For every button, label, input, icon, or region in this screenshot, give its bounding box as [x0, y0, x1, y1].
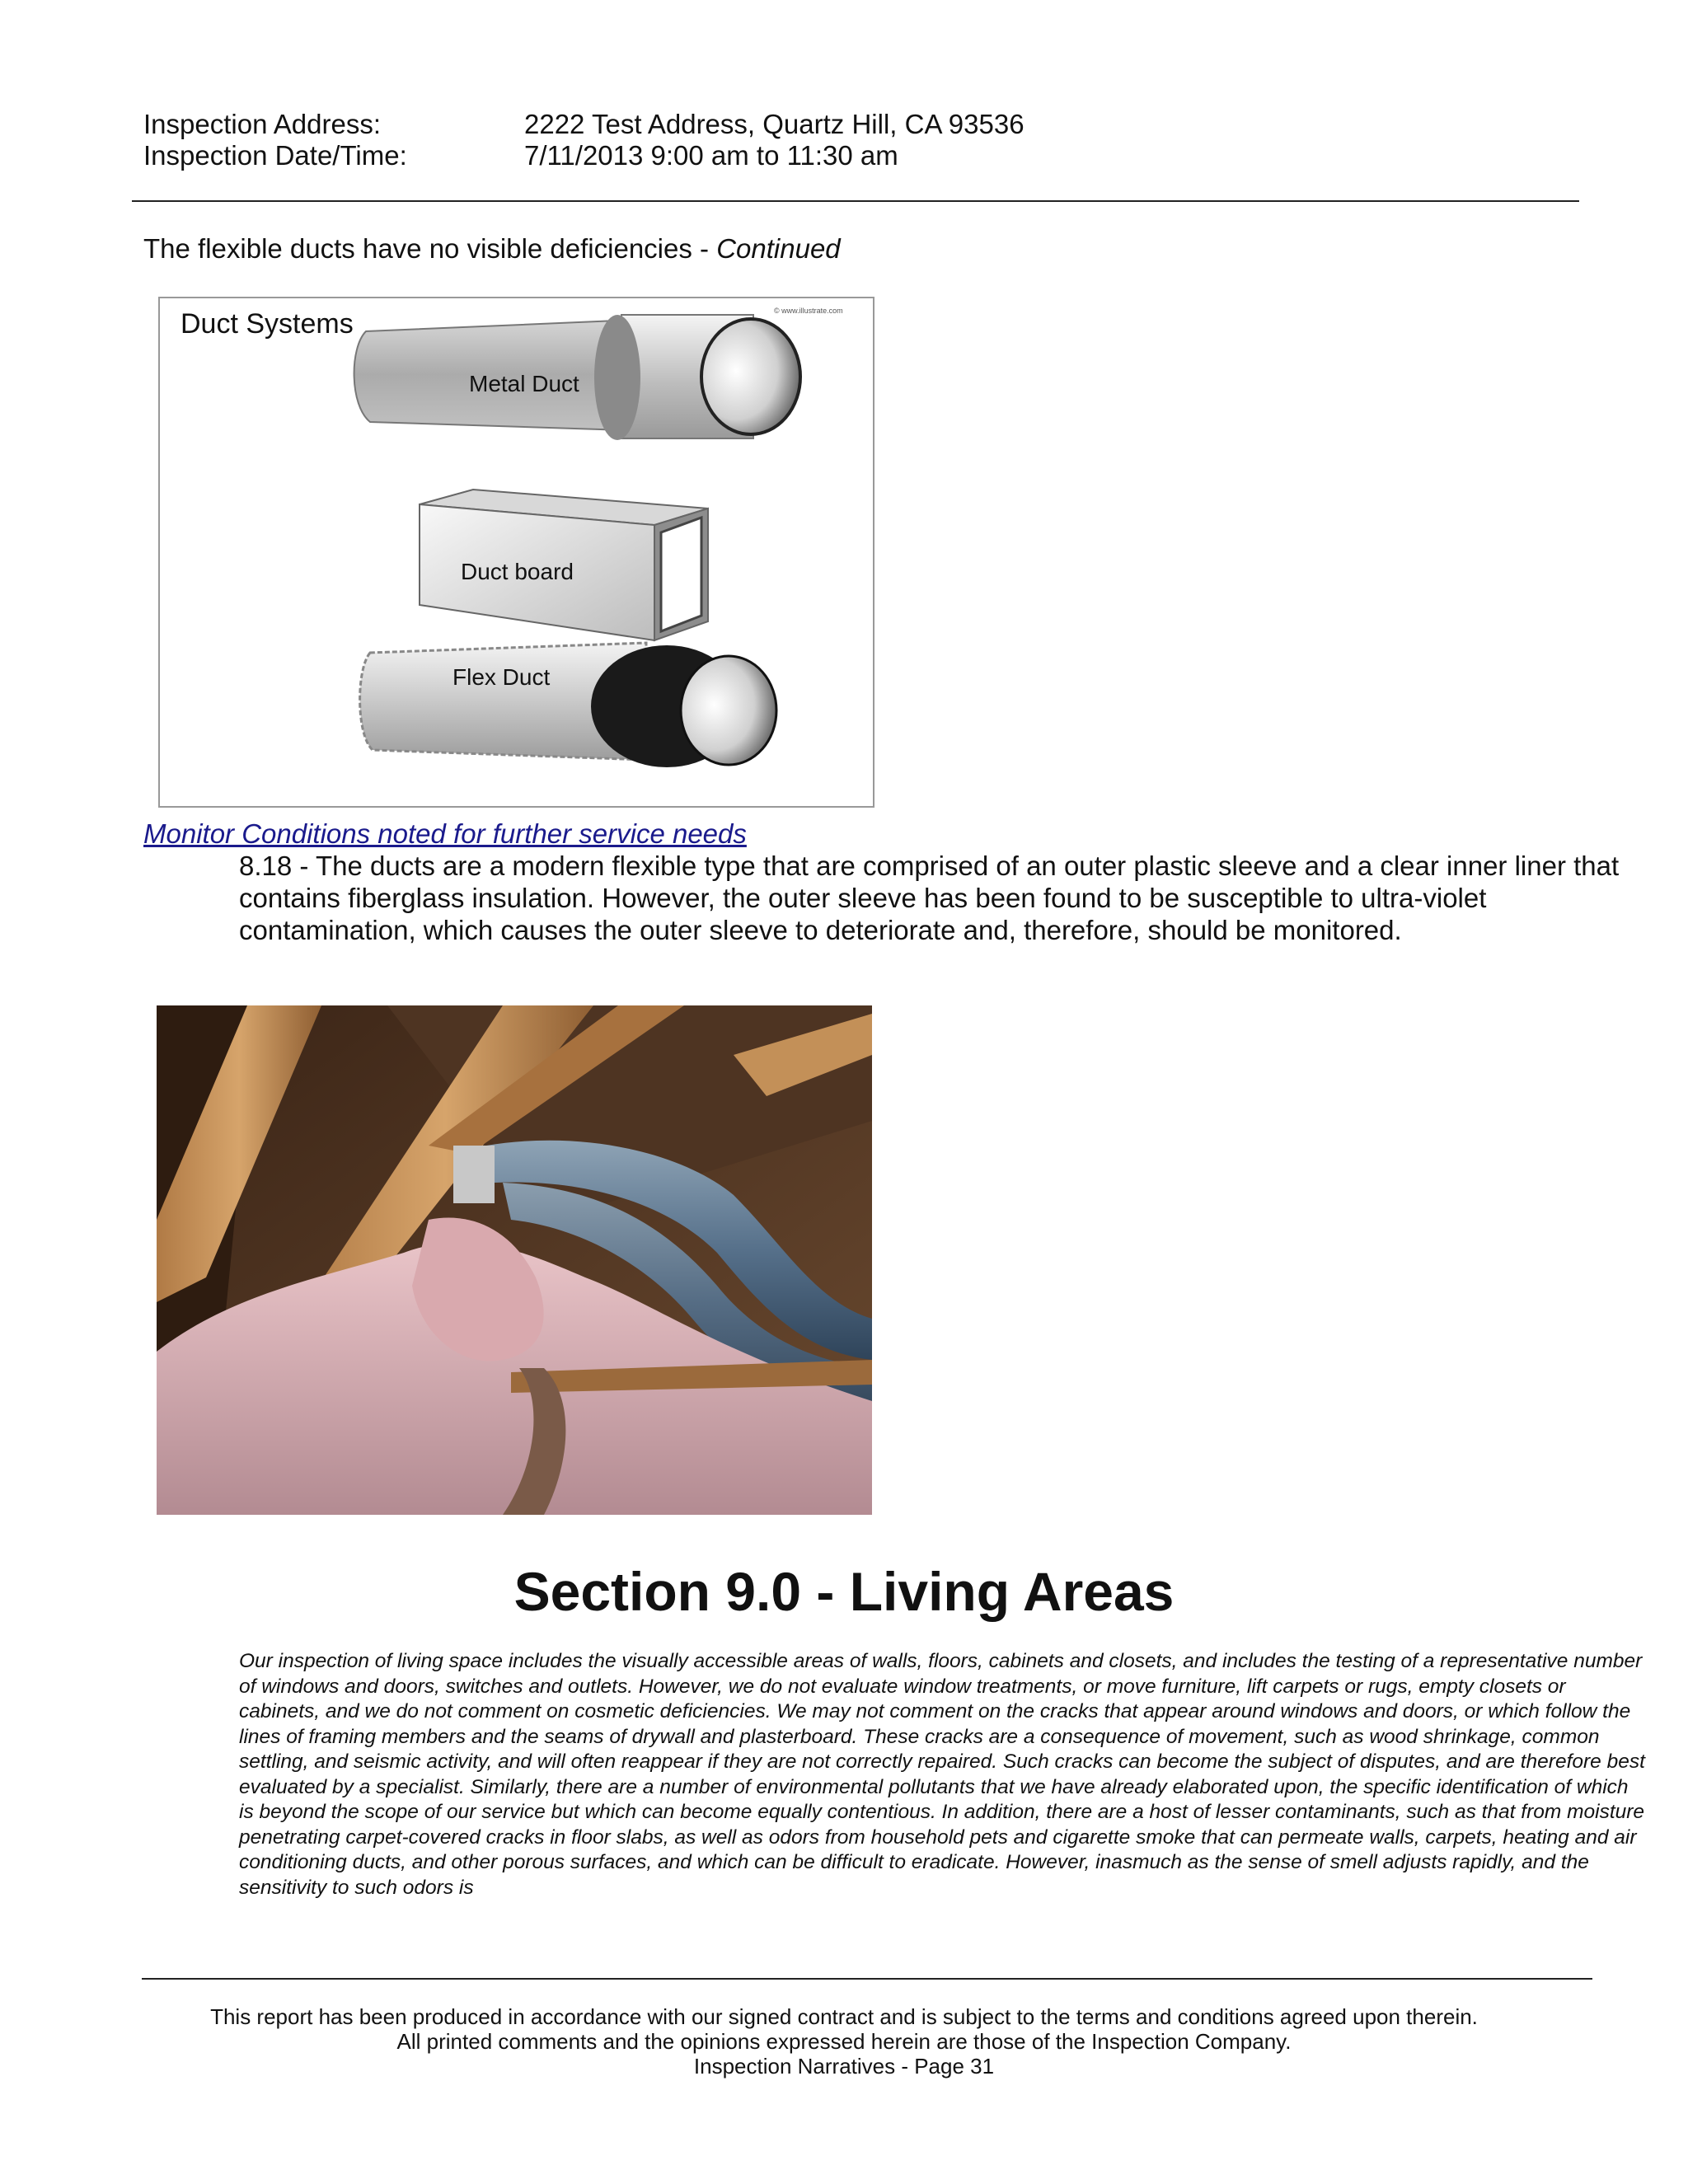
duct-diagram-title: Duct Systems — [181, 308, 354, 340]
metal-duct-label: Metal Duct — [469, 371, 579, 396]
continued-text: The flexible ducts have no visible deficiencies - — [143, 233, 717, 264]
section-title: Section 9.0 - Living Areas — [513, 1561, 1175, 1622]
attic-ducts-photo — [157, 1005, 872, 1515]
footer-line-1: This report has been produced in accordance with our signed contract and is subject to the terms and conditions agreed upon therein. — [210, 2004, 1478, 2029]
footer-line-2: All printed comments and the opinions expressed herein are those of the Inspection Company. — [396, 2029, 1292, 2054]
continued-heading — [143, 233, 841, 265]
continued-suffix: Continued — [716, 233, 841, 264]
footer — [0, 2004, 1688, 2079]
inspection-datetime-value: 7/11/2013 9:00 am to 11:30 am — [524, 140, 898, 171]
flex-duct-label: Flex Duct — [452, 664, 551, 690]
monitor-conditions-link[interactable]: Monitor Conditions noted for further service needs — [143, 818, 747, 849]
duct-systems-diagram — [158, 297, 874, 808]
duct-diagram-credit: © www.illustrate.com — [774, 307, 843, 315]
inspection-address-value: 2222 Test Address, Quartz Hill, CA 93536 — [524, 109, 1025, 139]
section-intro: Our inspection of living space includes the visually accessible areas of walls, floors, cabinets and closets, and includes the testing of a representative number of windows and doors, switches and outlets. However, we do not evaluate window treatments, or move furniture, lift carpets or rugs, empty closets or cabinets, and we do not comment on cosmetic deficiencies. We may not comment on the cracks that appear around windows and doors, or which follow the lines of framing members and the seams of drywall and plasterboard. These cracks are a consequence of movement, such as wood shrinkage, common settling, and seismic activity, and will often reappear if they are not correctly repaired. Such cracks can become the subject of disputes, and are therefore best evaluated by a specialist. Similarly, there are a number of environmental pollutants that we have already elaborated upon, the specific identification of which is beyond the scope of our service but which can become equally contentious. In addition, there are a host of lesser contaminants, such as that from moisture penetrating carpet-covered cracks in floor slabs, as well as odors from household pets and cigarette smoke that can permeate walls, carpets, heating and air conditioning ducts, and other porous surfaces, and which can be difficult to eradicate. However, inasmuch as the sense of smell adjusts rapidly, and the sensitivity to such odors is — [239, 1650, 1645, 1899]
footer-divider — [142, 1978, 1592, 1980]
attic-photo-graphic — [157, 1005, 872, 1515]
inspection-address-label: Inspection Address: — [143, 109, 382, 139]
footer-page-number: Inspection Narratives - Page 31 — [693, 2054, 995, 2079]
inspection-datetime-label: Inspection Date/Time: — [143, 140, 407, 171]
narrative-8-18: 8.18 - The ducts are a modern flexible type that are comprised of an outer plastic sleeve and a clear inner liner that contains fiberglass insulation. However, the outer sleeve has been found to be susceptible to ultra-violet contamination, which causes the outer sleeve to deteriorate and, therefore, should be monitored. — [239, 851, 1620, 945]
header-divider — [132, 200, 1579, 202]
duct-board-label: Duct board — [461, 559, 574, 584]
